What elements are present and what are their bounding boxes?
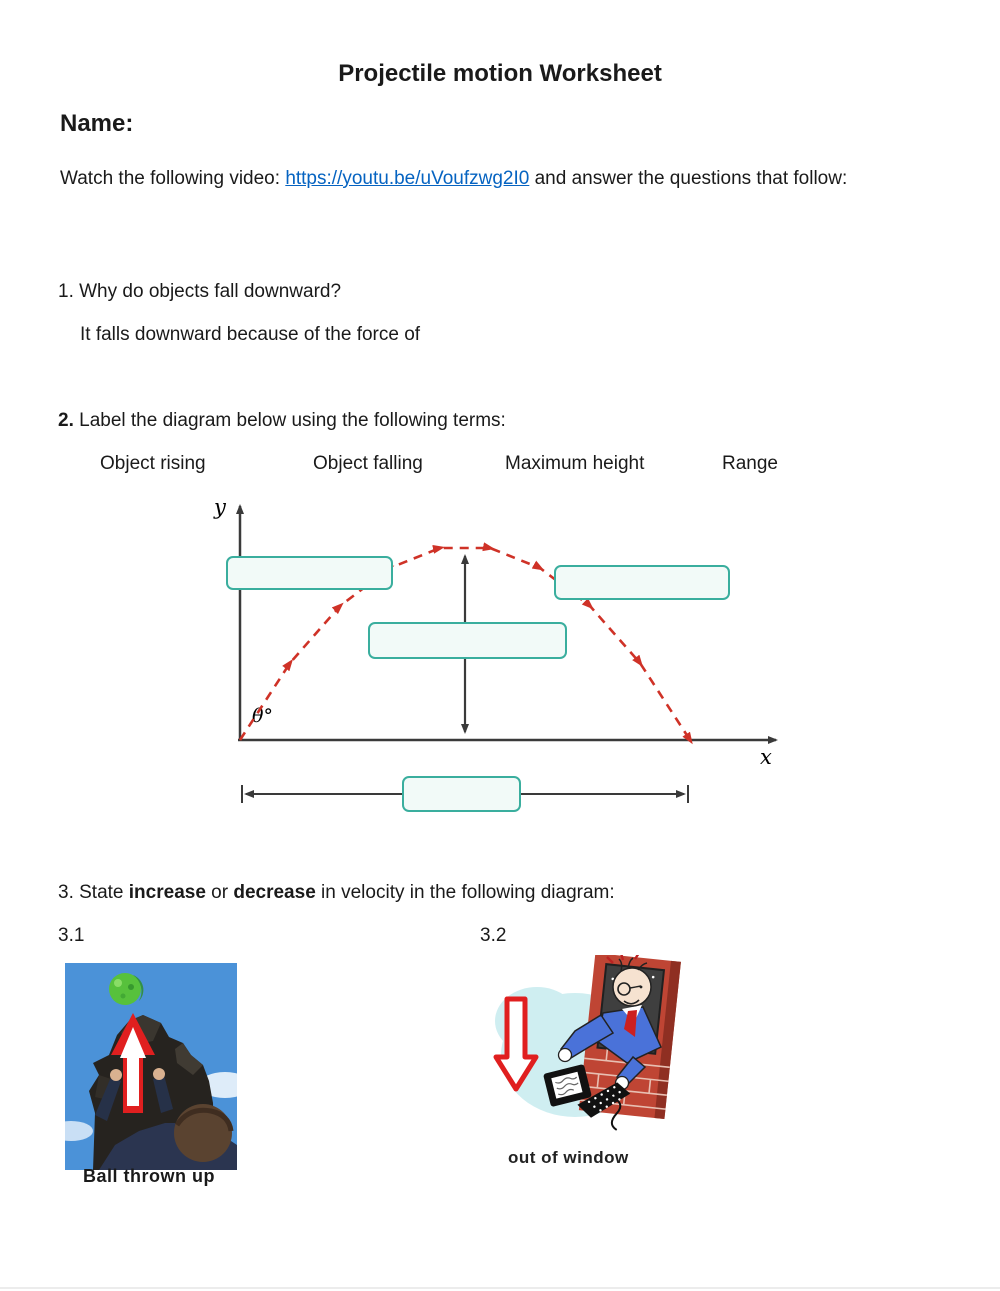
figure-2-caption: out of window (508, 1148, 629, 1167)
ball-thrown-up-photo (65, 963, 237, 1170)
left-hand (559, 1049, 572, 1062)
answer-box-maximum-height[interactable] (368, 622, 567, 659)
question-3-prefix: 3. State (58, 882, 129, 903)
answer-box-range[interactable] (402, 776, 521, 812)
question-2-number: 2. (58, 410, 74, 431)
item-3-1-label: 3.1 (58, 925, 85, 946)
ball-spot (128, 984, 134, 990)
term-maximum-height: Maximum height (505, 453, 645, 474)
question-3-increase: increase (128, 882, 206, 903)
intro-prefix: Watch the following video: (60, 168, 286, 189)
question-2 (58, 410, 506, 432)
item-3-2-label: 3.2 (480, 925, 507, 946)
launch-angle-label: θ° (252, 705, 273, 727)
page-title: Projectile motion Worksheet (338, 60, 662, 87)
video-link[interactable]: https://youtu.be/uVoufzwg2I0 (285, 168, 530, 189)
out-of-window-cartoon (475, 955, 685, 1147)
intro-suffix: and answer the questions that follow: (529, 168, 848, 189)
eye (640, 986, 643, 989)
question-3 (58, 882, 615, 904)
answer-box-object-rising[interactable] (226, 556, 393, 590)
question-3-suffix: in velocity in the following diagram: (315, 882, 615, 903)
ball-highlight (114, 979, 122, 987)
page-bottom-edge (0, 1287, 1000, 1289)
term-range: Range (722, 453, 778, 474)
name-label: Name: (60, 110, 134, 137)
intro-paragraph (60, 162, 905, 195)
question-1: 1. Why do objects fall downward? (58, 281, 342, 302)
term-object-falling: Object falling (313, 453, 423, 474)
figure-1-caption: Ball thrown up (83, 1166, 215, 1186)
question-3-decrease: decrease (233, 882, 316, 903)
question-1-answer: It falls downward because of the force of (80, 324, 421, 345)
x-axis-label: x (760, 745, 772, 769)
child-right-hand (153, 1068, 165, 1080)
answer-box-object-falling[interactable] (554, 565, 730, 600)
y-axis-label: y (214, 495, 226, 519)
question-2-text: Label the diagram below using the following terms: (73, 410, 506, 431)
question-3-or: or (205, 882, 234, 903)
child-left-hand (110, 1069, 122, 1081)
term-object-rising: Object rising (100, 453, 206, 474)
ball-spot (121, 994, 126, 999)
